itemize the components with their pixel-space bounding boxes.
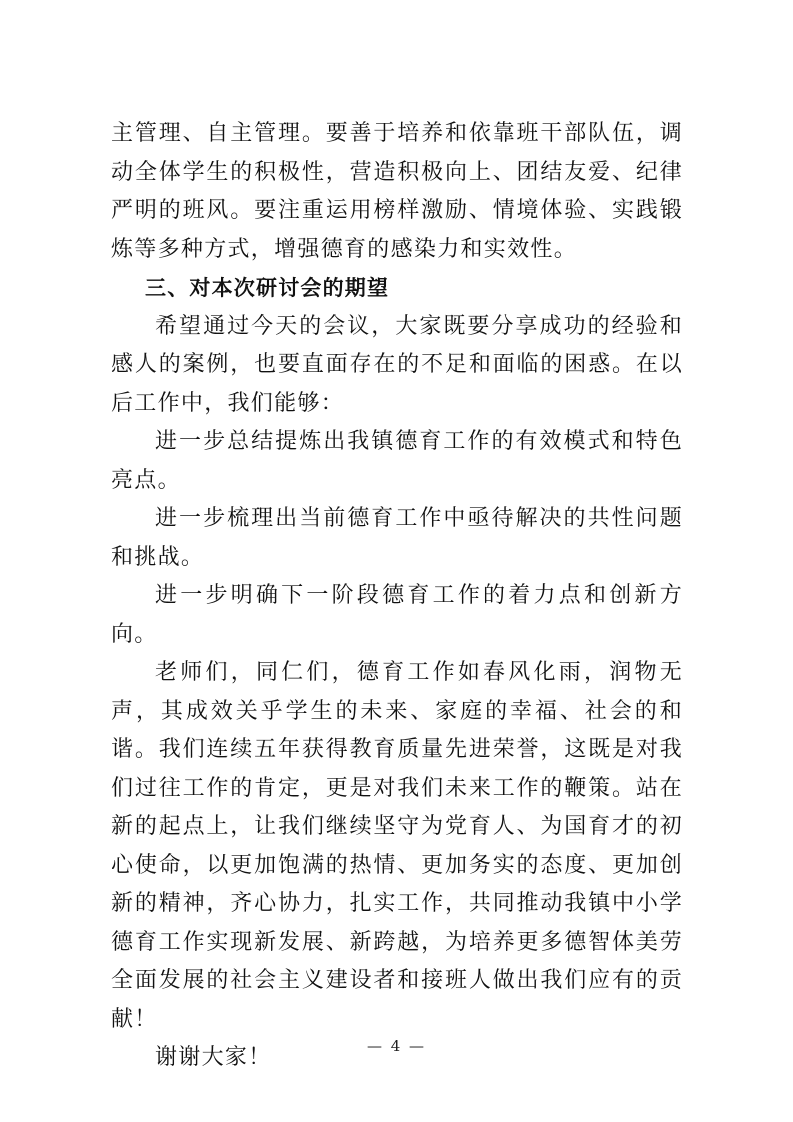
section-heading: 三、对本次研讨会的期望	[145, 276, 390, 300]
expectation-item-2: 进一步梳理出当前德育工作中亟待解决的共性问题和挑战。	[111, 506, 683, 570]
expectation-item-1: 进一步总结提炼出我镇德育工作的有效模式和特色亮点。	[111, 429, 683, 493]
continued-paragraph: 主管理、自主管理。要善于培养和依靠班干部队伍，调动全体学生的积极性，营造积极向上、团结友爱、纪律严明的班风。要注重运用榜样激励、情境体验、实践锻炼等多种方式，增强德育的感染力和实效性。	[111, 121, 683, 262]
page-number: — 4 —	[366, 1037, 427, 1055]
closing-paragraph: 老师们，同仁们，德育工作如春风化雨，润物无声，其成效关乎学生的未来、家庭的幸福、社会的和谐。我们连续五年获得教育质量先进荣誉，这既是对我们过往工作的肯定，更是对我们未来工作的鞭策。站在新的起点上，让我们继续坚守为党育人、为国育才的初心使命，以更加饱满的热情、更加务实的态度、更加创新的精神，齐心协力，扎实工作，共同推动我镇中小学德育工作实现新发展、新跨越，为培养更多德智体美劳全面发展的社会主义建设者和接班人做出我们应有的贡献！	[111, 660, 683, 1032]
document-body	[111, 115, 683, 1078]
thanks-line: 谢谢大家！	[155, 1045, 272, 1070]
expectation-item-3: 进一步明确下一阶段德育工作的着力点和创新方向。	[111, 583, 683, 647]
expectation-intro-paragraph: 希望通过今天的会议，大家既要分享成功的经验和感人的案例，也要直面存在的不足和面临的困惑。在以后工作中，我们能够：	[111, 313, 683, 416]
